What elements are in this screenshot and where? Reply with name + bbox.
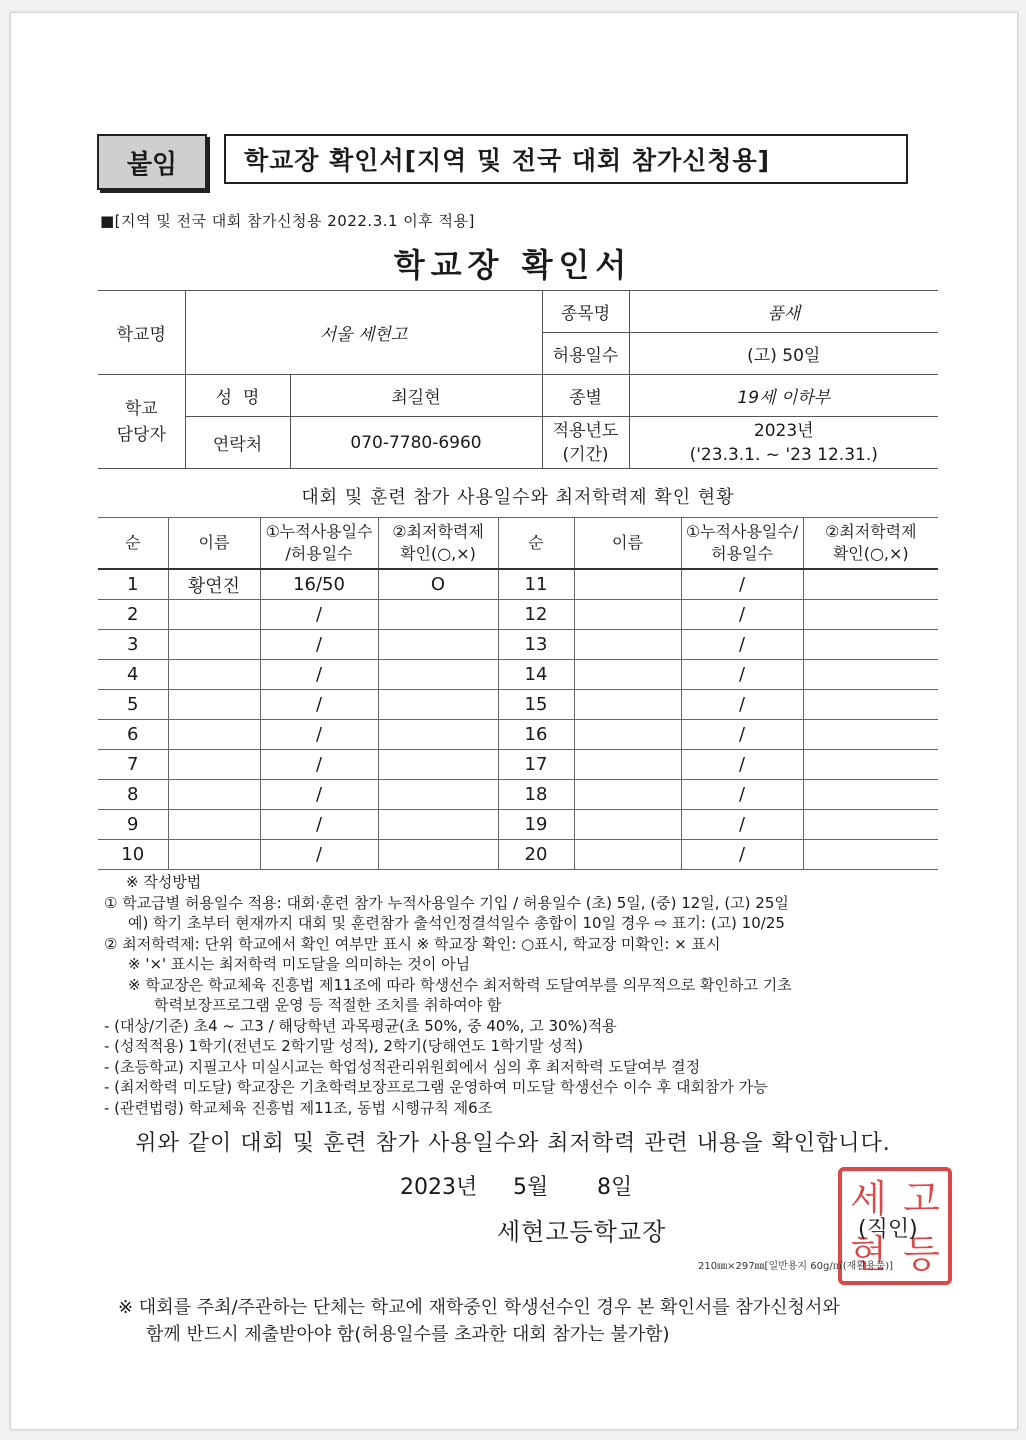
row-name-right (574, 600, 681, 630)
event-label: 종목명 (542, 291, 629, 333)
row-seq-right: 18 (498, 780, 574, 810)
allowed-days-value: (고) 50일 (629, 333, 938, 375)
table-row (98, 840, 938, 870)
school-manager-label: 학교 담당자 (98, 375, 185, 469)
row-name-left (168, 720, 260, 750)
school-name-value: 서울 세현고 (185, 291, 542, 375)
row-min-check-left (378, 840, 498, 870)
row-min-check-left (378, 720, 498, 750)
principal-title: 세현고등학교장 (497, 1218, 667, 1246)
category-label: 종별 (542, 375, 629, 417)
row-seq-left: 3 (98, 630, 168, 660)
instruction-line: 예) 학기 초부터 현재까지 대회 및 훈련참가 출석인정결석일수 총합이 10일 경우 ⇨ 표기: (고) 10/25 (128, 914, 785, 932)
header-name-2: 이름 (574, 518, 681, 570)
row-name-right (574, 840, 681, 870)
row-min-check-right (803, 750, 938, 780)
instruction-line: - (성적적용) 1학기(전년도 2학기말 성적), 2학기(당해연도 1학기말 성적) (104, 1037, 584, 1055)
row-min-check-left (378, 600, 498, 630)
header-min-academic-2: ②최저학력제 확인(○,×) (803, 518, 938, 570)
row-name-right (574, 810, 681, 840)
confirmation-statement: 위와 같이 대회 및 훈련 참가 사용일수와 최저학력 관련 내용을 확인합니다. (135, 1131, 891, 1156)
row-seq-left: 10 (98, 840, 168, 870)
row-used-days-right: / (681, 660, 803, 690)
applicable-year-value: 2023년 ('23.3.1. ~ '23 12.31.) (629, 417, 938, 469)
footer-note: ※ 대회를 주최/주관하는 단체는 학교에 재학중인 학생선수인 경우 본 확인서를 참가신청서와 함께 반드시 제출받아야 함(허용일수를 초과한 대회 참가는 불가함) (118, 1297, 840, 1345)
row-min-check-left: O (378, 569, 498, 600)
row-seq-left: 1 (98, 569, 168, 600)
row-used-days-left: / (260, 630, 378, 660)
paper-spec: 210㎜×297㎜[일반용지 60g/㎡(재활용품)] (698, 1261, 894, 1272)
roster-section-title: 대회 및 훈련 참가 사용일수와 최저학력제 확인 현황 (301, 487, 735, 508)
row-seq-right: 15 (498, 690, 574, 720)
row-name-left (168, 780, 260, 810)
date-day: 8일 (597, 1175, 633, 1200)
instruction-line: ① 학교급별 허용일수 적용: 대회·훈련 참가 누적사용일수 기입 / 허용일수 (초) 5일, (중) 12일, (고) 25일 (104, 893, 789, 912)
row-seq-right: 11 (498, 569, 574, 600)
row-seq-right: 16 (498, 720, 574, 750)
row-used-days-left: / (260, 600, 378, 630)
applicable-year-label: 적용년도 (기간) (542, 417, 629, 469)
contact-value: 070-7780-6960 (290, 417, 542, 469)
contact-label: 연락처 (185, 417, 290, 469)
instruction-line: - (최저학력 미도달) 학교장은 기초학력보장프로그램 운영하여 미도달 학생선수 이수 후 대회참가 가능 (104, 1078, 768, 1096)
row-name-right (574, 630, 681, 660)
table-row (98, 660, 938, 690)
row-seq-right: 19 (498, 810, 574, 840)
seal-label: (직인) (858, 1217, 918, 1242)
header-used-days-2: ①누적사용일수/ 허용일수 (681, 518, 803, 570)
row-used-days-left: / (260, 840, 378, 870)
row-min-check-left (378, 660, 498, 690)
table-row (98, 720, 938, 750)
row-min-check-left (378, 630, 498, 660)
row-used-days-right: / (681, 780, 803, 810)
row-min-check-right (803, 840, 938, 870)
row-min-check-right (803, 720, 938, 750)
header-used-days: ①누적사용일수 /허용일수 (260, 518, 378, 570)
row-used-days-right: / (681, 840, 803, 870)
row-used-days-left: / (260, 690, 378, 720)
row-used-days-left: / (260, 720, 378, 750)
date-month: 5월 (513, 1175, 549, 1200)
row-seq-right: 17 (498, 750, 574, 780)
table-row (98, 690, 938, 720)
manager-name-label: 성 명 (185, 375, 290, 417)
row-used-days-left: 16/50 (260, 569, 378, 600)
row-seq-left: 9 (98, 810, 168, 840)
row-used-days-left: / (260, 780, 378, 810)
category-value: 19세 이하부 (629, 375, 938, 417)
row-name-left (168, 750, 260, 780)
row-min-check-right (803, 780, 938, 810)
row-min-check-left (378, 810, 498, 840)
row-seq-left: 5 (98, 690, 168, 720)
table-row (98, 600, 938, 630)
instructions (104, 872, 944, 1118)
official-seal-stamp: 세 고 현 등 (838, 1167, 952, 1285)
instruction-line: 학력보장프로그램 운영 등 적절한 조치를 취하여야 함 (154, 996, 502, 1014)
header-name: 이름 (168, 518, 260, 570)
table-row (98, 630, 938, 660)
row-name-left (168, 810, 260, 840)
instruction-line: - (대상/기준) 초4 ~ 고3 / 해당학년 과목평균(초 50%, 중 40%, 고 30%)적용 (104, 1016, 617, 1035)
row-min-check-left (378, 690, 498, 720)
row-min-check-left (378, 780, 498, 810)
event-value: 품새 (629, 291, 938, 333)
row-used-days-right: / (681, 630, 803, 660)
row-name-right (574, 660, 681, 690)
applicability-note: ■[지역 및 전국 대회 참가신청용 2022.3.1 이후 적용] (100, 212, 475, 230)
table-row (98, 780, 938, 810)
row-seq-right: 13 (498, 630, 574, 660)
row-used-days-right: / (681, 750, 803, 780)
school-name-label: 학교명 (98, 291, 185, 375)
row-used-days-right: / (681, 569, 803, 600)
instruction-line: ※ '×' 표시는 최저학력 미도달을 의미하는 것이 아님 (128, 955, 471, 973)
instruction-line: ※ 작성방법 (126, 873, 202, 891)
row-name-right (574, 750, 681, 780)
row-name-right (574, 780, 681, 810)
instruction-line: - (초등학교) 지필고사 미실시교는 학업성적관리위원회에서 심의 후 최저학력 도달여부 결정 (104, 1057, 701, 1076)
allowed-days-label: 허용일수 (542, 333, 629, 375)
row-min-check-left (378, 750, 498, 780)
manager-name-value: 최길현 (290, 375, 542, 417)
row-seq-left: 4 (98, 660, 168, 690)
row-name-left (168, 600, 260, 630)
row-min-check-right (803, 569, 938, 600)
row-min-check-right (803, 630, 938, 660)
row-used-days-right: / (681, 810, 803, 840)
row-used-days-left: / (260, 750, 378, 780)
instruction-line: ② 최저학력제: 단위 학교에서 확인 여부만 표시 ※ 학교장 확인: ○표시, 학교장 미확인: × 표시 (104, 934, 721, 953)
row-min-check-right (803, 690, 938, 720)
table-row (98, 569, 938, 600)
header-seq-2: 순 (498, 518, 574, 570)
row-seq-left: 8 (98, 780, 168, 810)
roster-table (98, 517, 938, 870)
row-seq-right: 14 (498, 660, 574, 690)
row-used-days-left: / (260, 810, 378, 840)
info-table (98, 290, 938, 469)
row-used-days-left: / (260, 660, 378, 690)
header-min-academic: ②최저학력제 확인(○,×) (378, 518, 498, 570)
form-title-box: 학교장 확인서[지역 및 전국 대회 참가신청용] (224, 134, 908, 184)
header-seq: 순 (98, 518, 168, 570)
row-seq-right: 20 (498, 840, 574, 870)
row-name-right (574, 569, 681, 600)
row-name-left (168, 630, 260, 660)
row-name-left: 황연진 (168, 569, 260, 600)
row-min-check-right (803, 660, 938, 690)
table-row (98, 750, 938, 780)
document-title: 학교장 확인서 (393, 246, 633, 284)
row-seq-right: 12 (498, 600, 574, 630)
instruction-line: - (관련법령) 학교체육 진흥법 제11조, 동법 시행규칙 제6조 (104, 1098, 493, 1117)
table-row (98, 810, 938, 840)
row-name-right (574, 720, 681, 750)
row-min-check-right (803, 810, 938, 840)
row-seq-left: 6 (98, 720, 168, 750)
row-name-left (168, 840, 260, 870)
date-year: 2023년 (400, 1175, 478, 1200)
row-name-left (168, 660, 260, 690)
row-name-left (168, 690, 260, 720)
row-min-check-right (803, 600, 938, 630)
row-used-days-right: / (681, 720, 803, 750)
row-used-days-right: / (681, 690, 803, 720)
row-seq-left: 2 (98, 600, 168, 630)
row-seq-left: 7 (98, 750, 168, 780)
attachment-tag: 붙임 (97, 134, 207, 190)
instruction-line: ※ 학교장은 학교체육 진흥법 제11조에 따라 학생선수 최저학력 도달여부를 의무적으로 확인하고 기초 (128, 975, 792, 994)
row-used-days-right: / (681, 600, 803, 630)
row-name-right (574, 690, 681, 720)
